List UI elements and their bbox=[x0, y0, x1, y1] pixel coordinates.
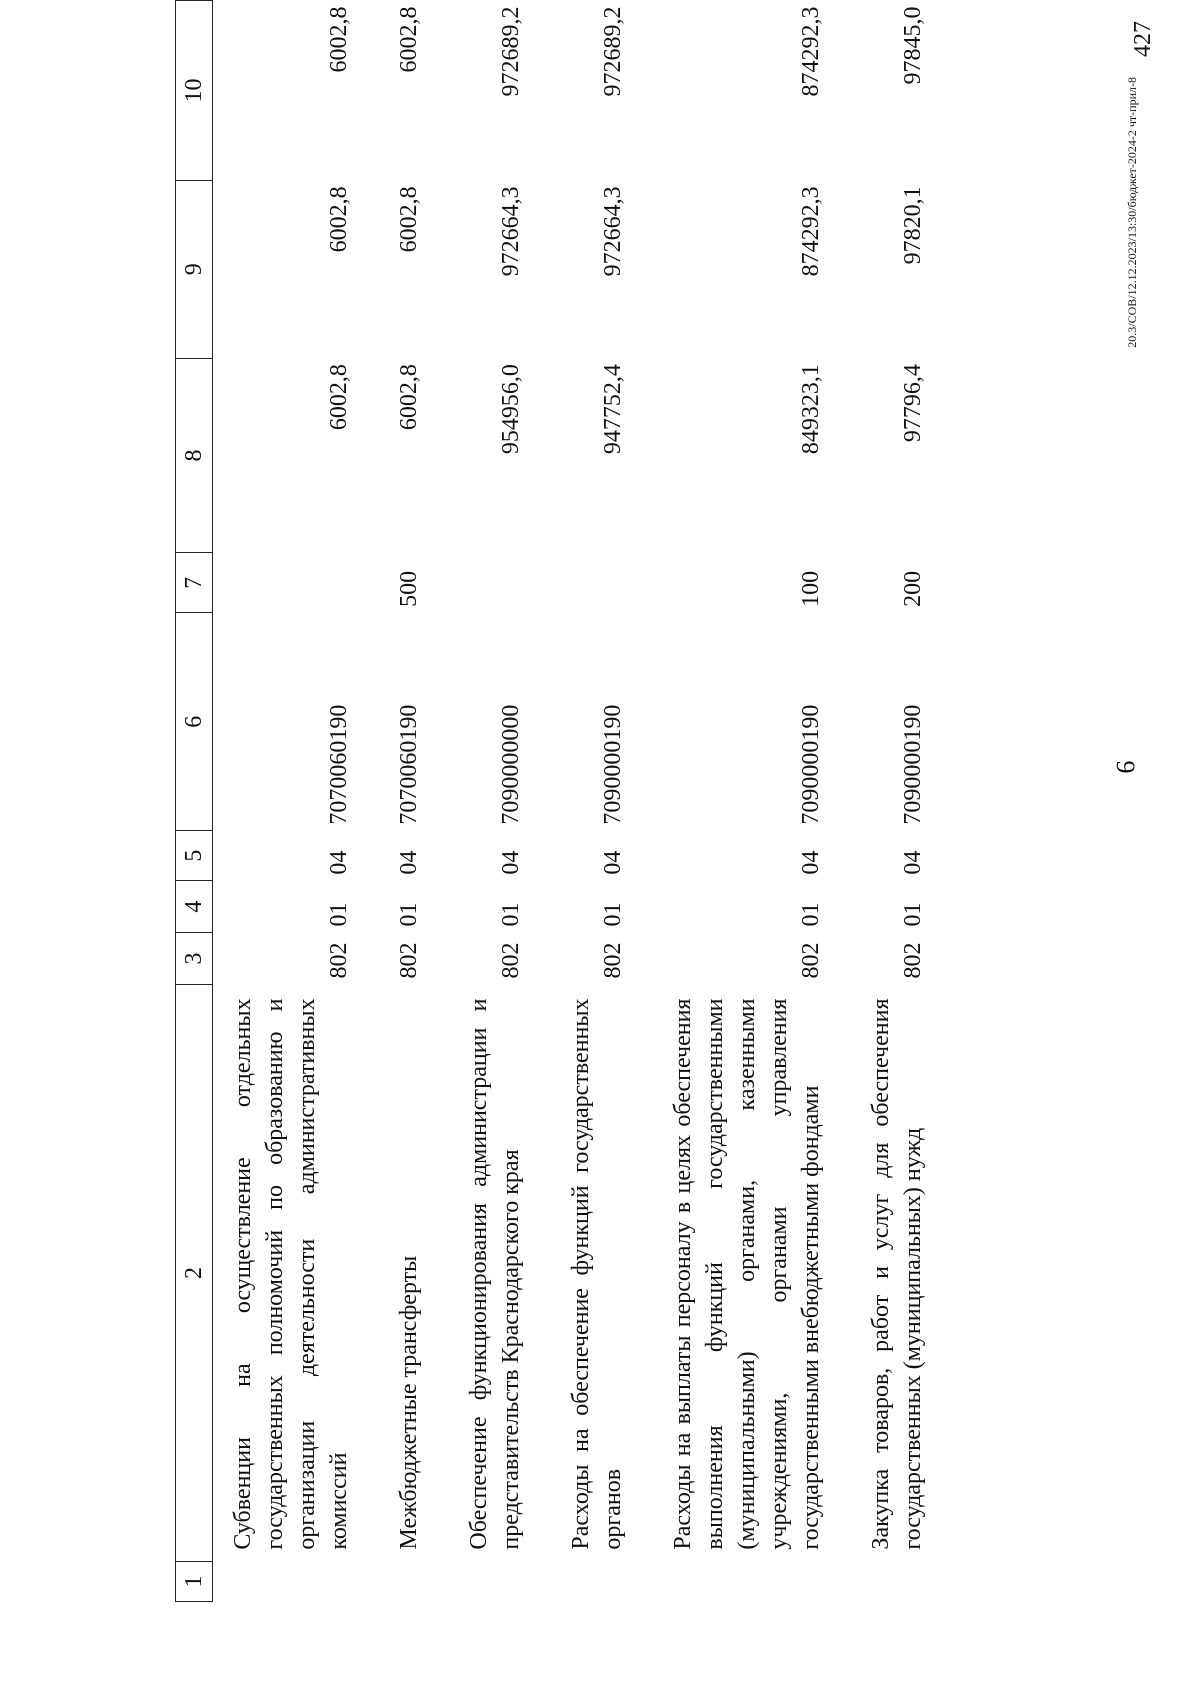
cell-col1 bbox=[379, 1562, 449, 1602]
header-cell: 5 bbox=[176, 831, 213, 881]
cell-ministry: 802 bbox=[498, 942, 524, 979]
header-cell: 7 bbox=[176, 553, 213, 613]
cell-section: 01 bbox=[900, 902, 926, 927]
cell-amount-col9: 972664,3 bbox=[600, 186, 626, 277]
table-row bbox=[653, 1, 851, 1602]
cell-section: 01 bbox=[600, 902, 626, 927]
cell-section: 01 bbox=[396, 902, 422, 927]
header-cell: 9 bbox=[176, 180, 213, 358]
cell-ministry: 802 bbox=[396, 942, 422, 979]
table-row bbox=[851, 1, 953, 1602]
cell-amount-col9: 874292,3 bbox=[798, 186, 824, 277]
footer-document-code: 20.3/СОВ/12.12.2023/13:30/бюджет-2024-2 чт-прил-8 bbox=[1125, 77, 1139, 348]
cell-subsection: 04 bbox=[600, 850, 626, 875]
cell-target-article: 7090000190 bbox=[798, 704, 824, 825]
table-row bbox=[213, 1, 380, 1602]
header-cell: 4 bbox=[176, 881, 213, 933]
header-row bbox=[176, 1, 213, 1602]
cell-amount-col9: 6002,8 bbox=[396, 186, 422, 253]
cell-target-article: 7070060190 bbox=[396, 704, 422, 825]
cell-target-article: 7090000190 bbox=[900, 704, 926, 825]
cell-ministry: 802 bbox=[900, 942, 926, 979]
cell-expense-type: 100 bbox=[798, 570, 824, 607]
row-description: Субвенции на осуществление отдельных государственных полномочий по образованию и организации деятельности административных комиссий bbox=[230, 998, 352, 1550]
cell-amount-col8: 6002,8 bbox=[396, 364, 422, 431]
cell-amount-col10: 874292,3 bbox=[798, 6, 824, 97]
row-description: Расходы на выплаты персоналу в целях обеспечения выполнения функций государственными (муниципальными) органами, казенными учреждениями, органами управления государственными внебюджетными фондами bbox=[670, 998, 824, 1550]
cell-subsection: 04 bbox=[326, 850, 352, 875]
cell-subsection: 04 bbox=[396, 850, 422, 875]
cell-ministry: 802 bbox=[600, 942, 626, 979]
table-row bbox=[449, 1, 551, 1602]
row-description: Закупка товаров, работ и услуг для обеспечения государственных (муниципальных) нужд bbox=[868, 998, 926, 1550]
cell-ministry: 802 bbox=[798, 942, 824, 979]
cell-expense-type: 500 bbox=[396, 570, 422, 607]
cell-target-article: 7070060190 bbox=[326, 704, 352, 825]
cell-expense-type bbox=[551, 553, 653, 613]
cell-amount-col8: 947752,4 bbox=[600, 364, 626, 455]
row-description: Межбюджетные трансферты bbox=[396, 1255, 422, 1550]
cell-expense-type bbox=[213, 553, 380, 613]
cell-amount-col8: 849323,1 bbox=[798, 364, 824, 455]
cell-amount-col8: 6002,8 bbox=[326, 364, 352, 431]
row-description: Обеспечение функционирования администрации и представительств Краснодарского края bbox=[466, 998, 524, 1550]
cell-section: 01 bbox=[498, 902, 524, 927]
cell-amount-col10: 6002,8 bbox=[326, 6, 352, 73]
side-page-number: 427 bbox=[1130, 21, 1156, 57]
cell-subsection: 04 bbox=[498, 850, 524, 875]
cell-amount-col9: 6002,8 bbox=[326, 186, 352, 253]
header-cell: 6 bbox=[176, 613, 213, 831]
cell-expense-type: 200 bbox=[900, 570, 926, 607]
cell-col1 bbox=[213, 1562, 380, 1602]
cell-amount-col9: 972664,3 bbox=[498, 186, 524, 277]
cell-expense-type bbox=[449, 553, 551, 613]
table-row bbox=[551, 1, 653, 1602]
cell-col1 bbox=[449, 1562, 551, 1602]
cell-subsection: 04 bbox=[798, 850, 824, 875]
page-number: 9 bbox=[1111, 760, 1140, 774]
cell-amount-col10: 6002,8 bbox=[396, 6, 422, 73]
cell-target-article: 7090000000 bbox=[498, 704, 524, 825]
row-description: Расходы на обеспечение функций государственных органов bbox=[568, 998, 626, 1550]
cell-amount-col10: 972689,2 bbox=[498, 6, 524, 97]
header-cell: 2 bbox=[176, 985, 213, 1562]
header-cell: 10 bbox=[176, 1, 213, 181]
cell-col1 bbox=[551, 1562, 653, 1602]
cell-subsection: 04 bbox=[900, 850, 926, 875]
header-cell: 3 bbox=[176, 933, 213, 985]
table-row bbox=[379, 1, 449, 1602]
cell-col1 bbox=[851, 1562, 953, 1602]
cell-section: 01 bbox=[326, 902, 352, 927]
cell-section: 01 bbox=[798, 902, 824, 927]
header-cell: 8 bbox=[176, 358, 213, 553]
cell-amount-col9: 97820,1 bbox=[900, 186, 926, 265]
header-cell: 1 bbox=[176, 1562, 213, 1602]
cell-amount-col10: 972689,2 bbox=[600, 6, 626, 97]
cell-col1 bbox=[653, 1562, 851, 1602]
cell-ministry: 802 bbox=[326, 942, 352, 979]
cell-target-article: 7090000190 bbox=[600, 704, 626, 825]
budget-table bbox=[175, 0, 953, 1602]
cell-amount-col8: 97796,4 bbox=[900, 364, 926, 443]
cell-amount-col10: 97845,0 bbox=[900, 6, 926, 85]
cell-amount-col8: 954956,0 bbox=[498, 364, 524, 455]
